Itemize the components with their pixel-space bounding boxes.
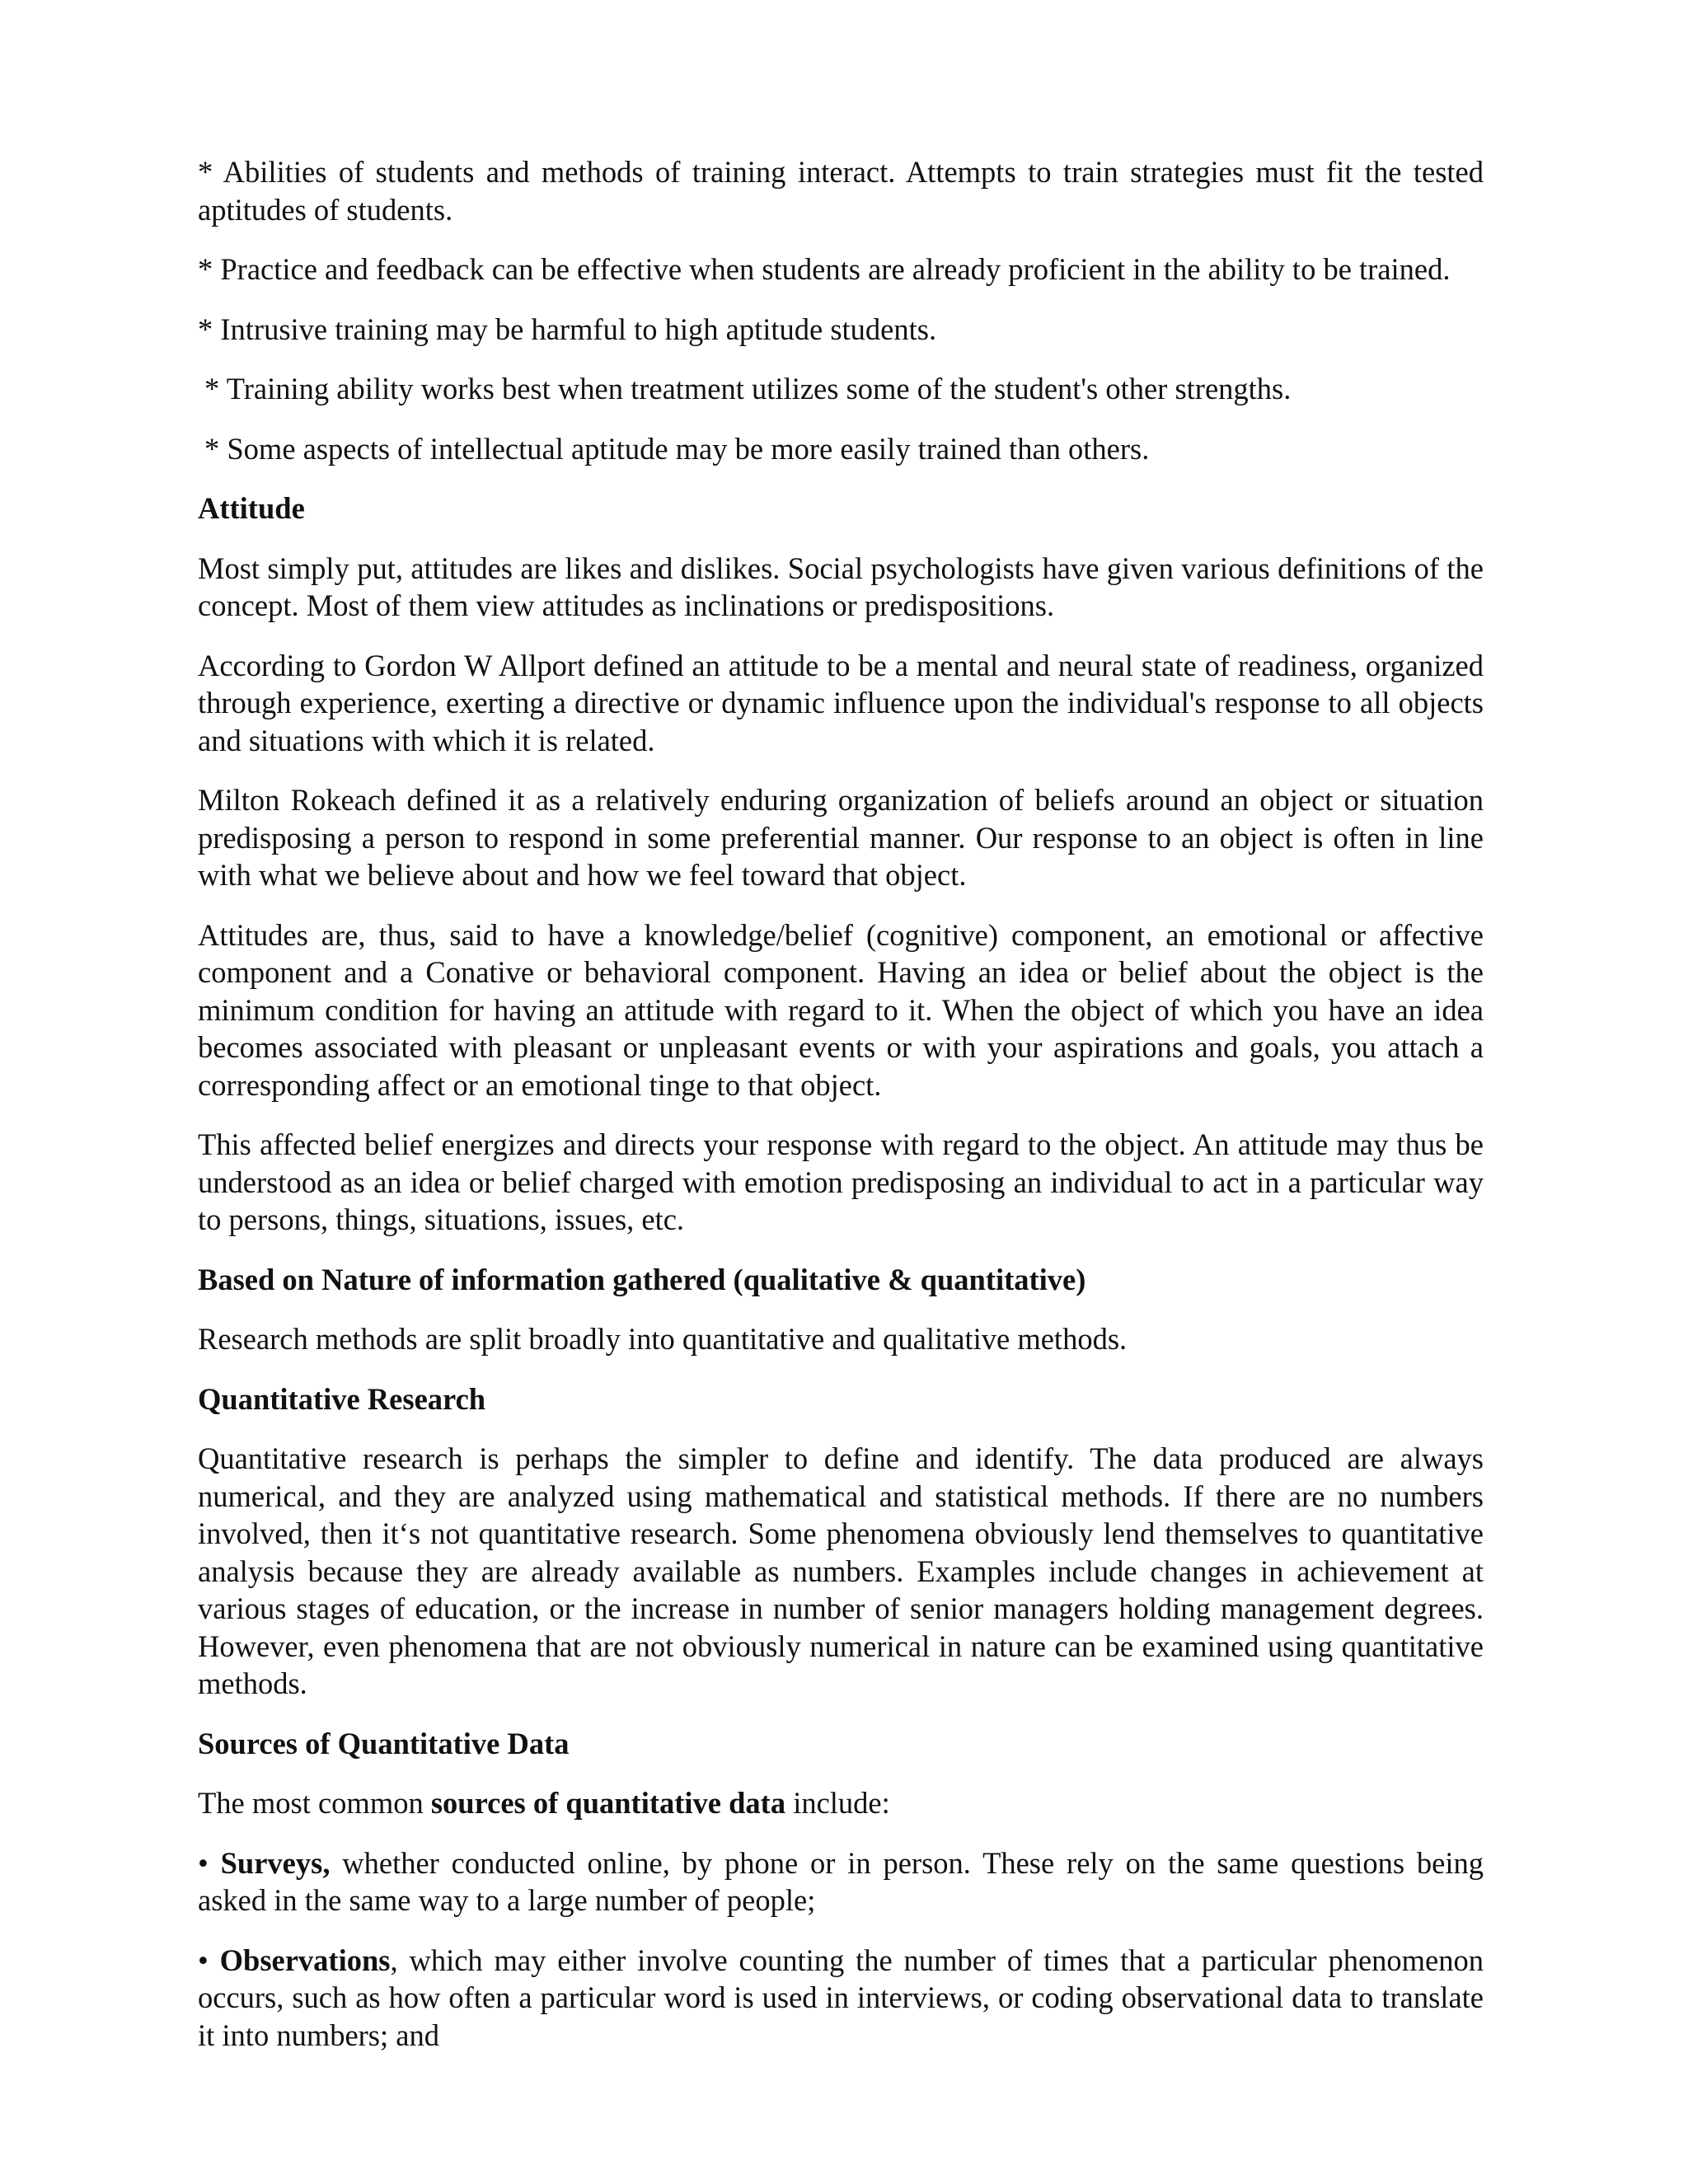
quantitative-research-paragraph: Quantitative research is perhaps the simpler to define and identify. The data produced are always numerical, and they are analyzed using mathematical and statistical methods. If there are no numbers involved, then it‘s not quantitative research. Some phenomena obviously lend themselves to quantitative analysis because they are already available as numbers. Examples include changes in achievement at various stages of education, or the increase in number of senior managers holding management degrees. However, even phenomena that are not obviously numerical in nature can be examined using quantitative methods. [198, 1441, 1484, 1700]
sources-intro-prefix: The most common [198, 1786, 431, 1820]
list-item-observations [198, 1942, 1484, 2055]
bullet-icon: • [198, 1845, 221, 1880]
sources-heading: Sources of Quantitative Data [198, 1726, 570, 1760]
surveys-term: Surveys, [220, 1845, 331, 1880]
attitude-heading: Attitude [198, 491, 305, 525]
nature-info-paragraph: Research methods are split broadly into quantitative and qualitative methods. [198, 1322, 1128, 1356]
surveys-text: whether conducted online, by phone or in person. These rely on the same questions being asked in the same way to a large number of people; [198, 1845, 1484, 1917]
sources-intro [198, 1784, 1484, 1822]
sources-intro-suffix: include: [785, 1786, 890, 1820]
bullet-training-ability: * Training ability works best when treatment utilizes some of the student's other strengths. [204, 372, 1292, 405]
list-item-surveys [198, 1844, 1484, 1919]
bullet-intellectual-aptitude: * Some aspects of intellectual aptitude may be more easily trained than others. [204, 431, 1150, 466]
bullet-icon: • [198, 1943, 220, 1977]
attitude-paragraph-components: Attitudes are, thus, said to have a knowledge/belief (cognitive) component, an emotional or affective component and a Conative or behavioral component. Having an idea or belief about the object is the minimum condition for having an attitude with regard to it. When the object of which you have an idea becomes associated with pleasant or unpleasant events or with your aspirations and goals, you attach a corresponding affect or an emotional tinge to that object. [198, 917, 1484, 1102]
observations-term: Observations [219, 1943, 391, 1977]
bullet-practice-feedback: * Practice and feedback can be effective when students are already proficient in the ability to be trained. [198, 252, 1451, 286]
sources-intro-bold: sources of quantitative data [430, 1786, 786, 1820]
attitude-paragraph-rokeach: Milton Rokeach defined it as a relatively enduring organization of beliefs around an object or situation predisposing a person to respond in some preferential manner. Our response to an object is often in line with what we believe about and how we feel toward that object. [198, 783, 1484, 892]
attitude-paragraph-allport: According to Gordon W Allport defined an attitude to be a mental and neural state of readiness, organized through experience, exerting a directive or dynamic influence upon the individual's response to all objects and situations with which it is related. [198, 648, 1484, 757]
bullet-abilities: * Abilities of students and methods of training interact. Attempts to train strategies must fit the tested aptitudes of students. [198, 155, 1484, 227]
attitude-paragraph-affected-belief: This affected belief energizes and directs your response with regard to the object. An attitude may thus be understood as an idea or belief charged with emotion predisposing an individual to act in a particular way to persons, things, situations, issues, etc. [198, 1127, 1484, 1236]
nature-info-heading: Based on Nature of information gathered (qualitative & quantitative) [198, 1262, 1086, 1296]
bullet-intrusive-training: * Intrusive training may be harmful to high aptitude students. [198, 312, 937, 346]
document-page [198, 153, 1484, 2076]
attitude-paragraph-definition: Most simply put, attitudes are likes and dislikes. Social psychologists have given various definitions of the concept. Most of them view attitudes as inclinations or predispositions. [198, 551, 1484, 622]
observations-text: , which may either involve counting the number of times that a particular phenomenon occurs, such as how often a particular word is used in interviews, or coding observational data to translate it into numbers; and [198, 1943, 1484, 2052]
quantitative-research-heading: Quantitative Research [198, 1381, 486, 1416]
